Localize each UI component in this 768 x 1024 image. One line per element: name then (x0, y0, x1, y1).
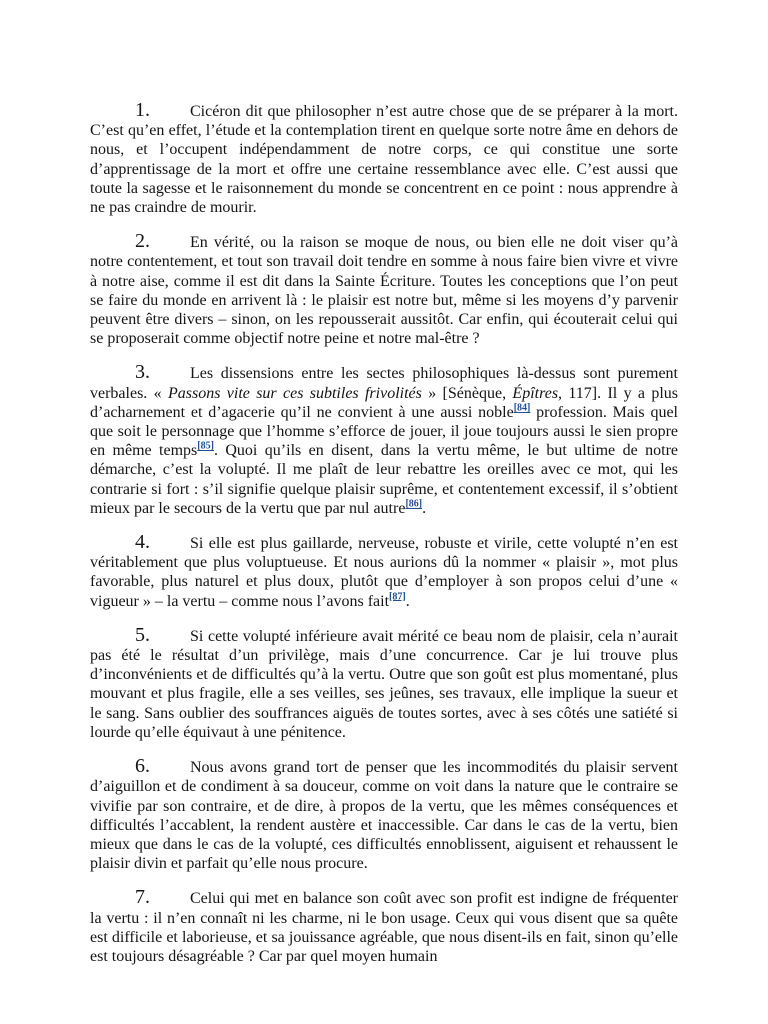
paragraph-text: Celui qui met en balance son coût avec son profit est indigne de fréquenter la vertu : il n’en connaît ni les charme, ni le bon usage. Ceux qui vous disent que sa quête est difficile et laborieuse, et sa jouissance agréable, que nous disent-ils en fait, sinon qu’elle est toujours désagréable ? Car par quel moyen humain (90, 890, 678, 965)
footnote-link[interactable]: [84] (513, 402, 531, 414)
paragraph-text: » [Sénèque, (421, 384, 513, 402)
paragraph-list (90, 99, 679, 966)
paragraph-number: 2. (135, 230, 150, 253)
footnote-link[interactable]: [86] (405, 498, 423, 510)
paragraph-text: Si elle est plus gaillarde, nerveuse, robuste et virile, cette volupté n’en est véritablement que plus voluptueuse. Et nous aurions dû la nommer « plaisir », mot plus favorable, plus naturel et plus doux, plutôt que d’employer à son propos celui d’une « vigueur » – la vertu – comme nous l’avons fait (90, 535, 678, 610)
paragraph-text: Nous avons grand tort de penser que les incommodités du plaisir servent d’aiguillon et de condiment à sa douceur, comme on voit dans la nature que le contraire se vivifie par son contraire, et de dire, à propos de la vertu, que les mêmes conséquences et difficultés l’accablent, la rendent austère et inaccessible. Car dans le cas de la vertu, bien mieux que dans le cas de la volupté, ces difficultés ennoblissent, aiguisent et rehaussent le plaisir divin et parfait qu’elle nous procure. (90, 759, 678, 873)
paragraph-text: En vérité, ou la raison se moque de nous, ou bien elle ne doit viser qu’à notre contentement, et tout son travail doit tendre en somme à nous faire bien vivre et vivre à notre aise, comme il est dit dans la Sainte Écriture. Toutes les conceptions que l’on peut se faire du monde en arrivent là : le plaisir est notre but, même si les moyens d’y parvenir peuvent être divers – sinon, on les repousserait aussitôt. Car enfin, qui écouterait celui qui se proposerait comme objectif notre peine et notre mal-être ? (90, 234, 678, 348)
paragraph-5 (90, 623, 678, 742)
paragraph-number: 1. (135, 99, 150, 121)
paragraph-7 (90, 886, 678, 966)
paragraph-1 (90, 99, 678, 217)
paragraph-2 (90, 230, 678, 348)
paragraph-text: Les dissensions entre les sectes philosophiques là-dessus sont purement verbales. « (90, 365, 678, 402)
paragraph-number: 7. (135, 886, 150, 909)
paragraph-text: . Quoi qu’ils en disent, dans la vertu même, le but ultime de notre démarche, c’est la volupté. Il me plaît de leur rebattre les oreilles avec ce mot, qui les contrarie si fort : s’il signifie quelque plaisir suprême, et contentement excessif, il s’obtient mieux par le secours de la vertu que par nul autre (90, 442, 678, 517)
paragraph-text: . (422, 499, 427, 517)
italic-text: Passons vite sur ces subtiles frivolités (167, 384, 422, 402)
paragraph-text: . (405, 592, 410, 610)
paragraph-text: Si cette volupté inférieure avait mérité ce beau nom de plaisir, cela n’aurait pas été le résultat d’un privilège, mais d’une concurrence. Car je lui trouve plus d’inconvénients et de difficultés qu’à la vertu. Outre que son goût est plus momentané, plus mouvant et plus fragile, elle a ses veilles, ses jeûnes, ses travaux, elle implique la sueur et le sang. Sans oublier des souffrances aiguës de toutes sortes, avec à ses côtés une satiété si lourde qu’elle équivaut à une pénitence. (90, 627, 678, 741)
paragraph-4 (90, 531, 678, 611)
footnote-link[interactable]: [87] (389, 591, 406, 603)
paragraph-number: 3. (135, 361, 150, 384)
paragraph-3 (90, 361, 679, 518)
italic-text: Épîtres (512, 384, 559, 402)
paragraph-text: , 117]. Il y a plus d’acharnement et d’agacerie qu’il ne convient à une aussi noble (90, 384, 679, 421)
paragraph-text: profession. Mais quel que soit le personnage que l’homme s’efforce de jouer, il joue toujours aussi le sien propre en même temps (90, 403, 678, 460)
paragraph-number: 6. (135, 755, 150, 778)
paragraph-number: 4. (135, 531, 150, 554)
paragraph-number: 5. (135, 623, 150, 646)
paragraph-text: Cicéron dit que philosopher n’est autre chose que de se préparer à la mort. C’est qu’en effet, l’étude et la contemplation tirent en quelque sorte notre âme en dehors de nous, et l’occupent indépendamment de notre corps, ce qui constitue une sorte d’apprentissage de la mort et offre une certaine ressemblance avec elle. C’est aussi que toute la sagesse et le raisonnement du monde se concentrent en ce point : nous apprendre à ne pas craindre de mourir. (90, 103, 678, 217)
footnote-link[interactable]: [85] (197, 440, 214, 452)
paragraph-6 (90, 755, 678, 873)
